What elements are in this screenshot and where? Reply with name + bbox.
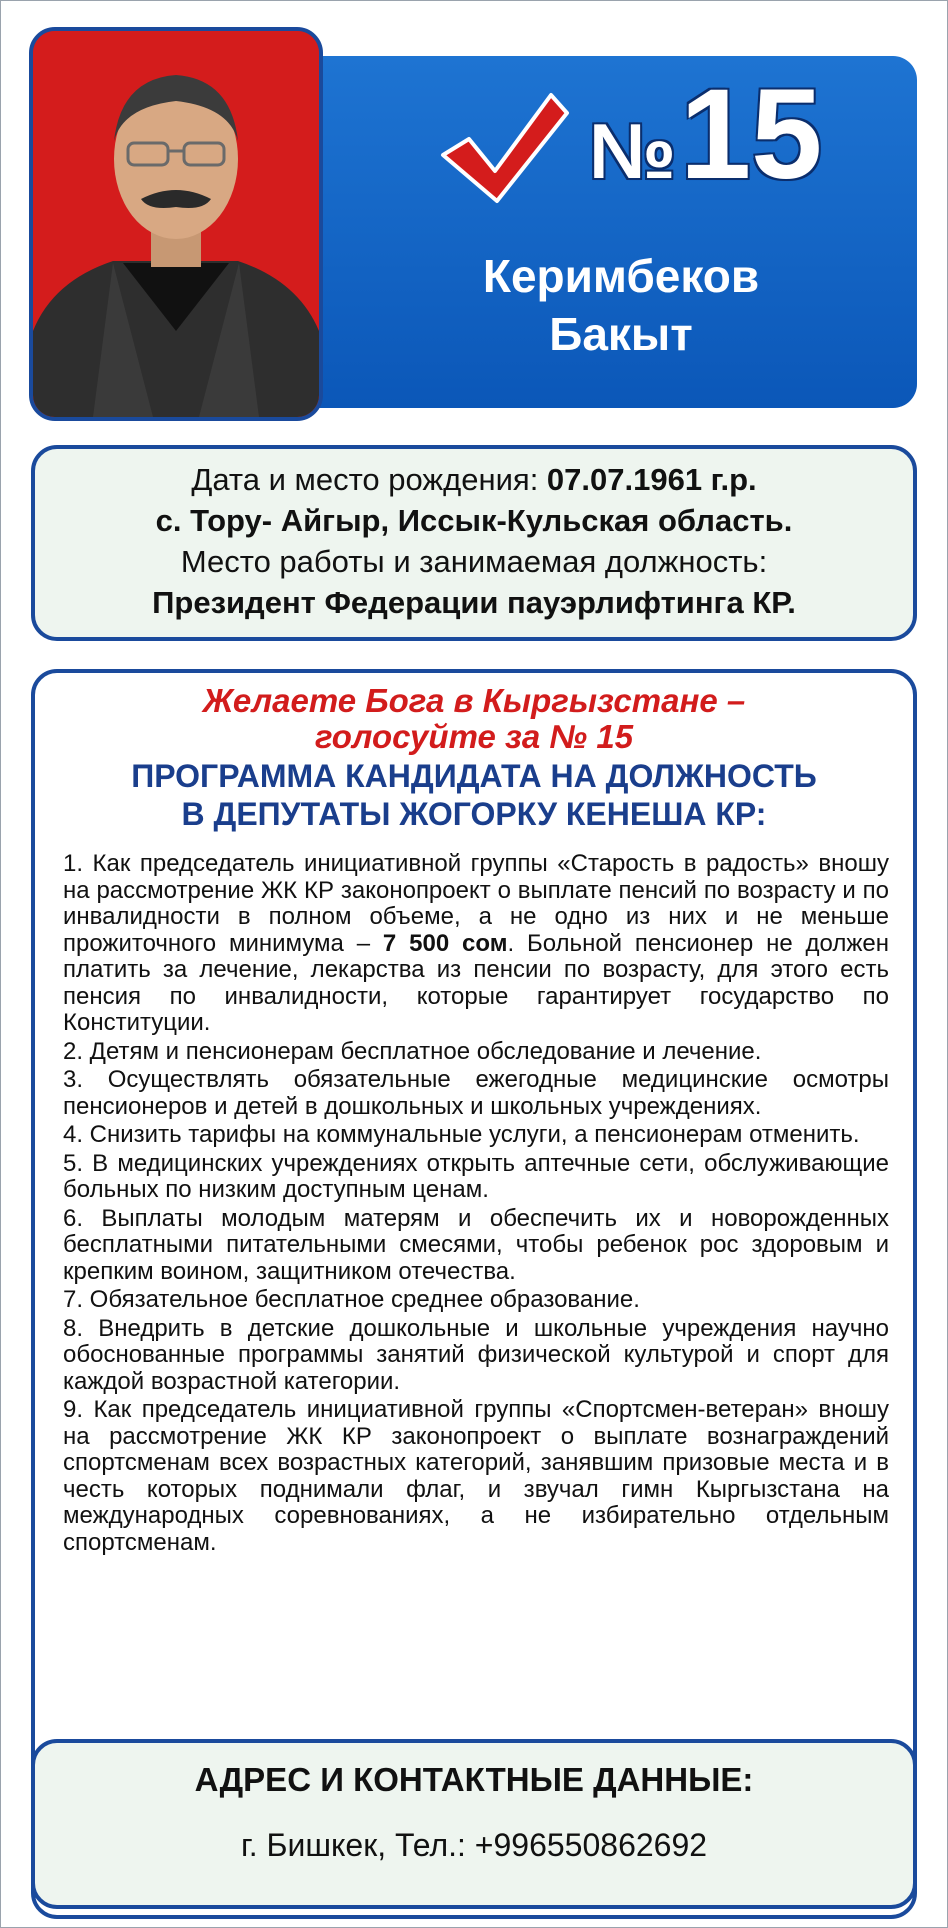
work-value: Президент Федерации пауэрлифтинга КР. — [152, 585, 796, 620]
program-item-1: 1. Как председатель инициативной группы «Старость в радость» вношу на рассмотрение ЖК КР законопроект о выплате пенсий по возрасту и по инвалидности в полном объеме, а не одно из них и не меньше прожиточного минимума – 7 500 сом. Больной пенсионер не должен платить за лечение, лекарства из пенсии по возрасту, для этого есть пенсия по инвалидности, которые гарантирует государство по Конституции. — [63, 850, 890, 1036]
program-title-line-1: ПРОГРАММА КАНДИДАТА НА ДОЛЖНОСТЬ — [131, 758, 817, 794]
work-label: Место работы и занимаемая должность: — [180, 544, 768, 579]
program-title-line-2: В ДЕПУТАТЫ ЖОГОРКУ КЕНЕША КР: — [181, 796, 767, 832]
candidate-surname: Керимбеков — [482, 250, 760, 302]
program-item: 5. В медицинских учреждениях открыть аптечные сети, обслуживающие больных по низким доступным ценам. — [63, 1149, 889, 1203]
candidate-photo — [29, 27, 323, 421]
program-box — [31, 669, 917, 1919]
check-mark-icon — [439, 89, 571, 207]
program-item: 9. Как председатель инициативной группы «Спортсмен-ветеран» вношу на рассмотрение ЖК КР законопроект о выплате вознаграждений спортсменам всех возрастных категорий, занявшим призовые места и в честь которых поднимали флаг, и звучал гимн Кыргызстана на международных соревнованиях, а не избирательно отдельным спортсменам. — [63, 1396, 889, 1556]
program-title — [35, 757, 913, 833]
program-item: 4. Снизить тарифы на коммунальные услуги, а пенсионерам отменить. — [63, 1121, 860, 1148]
number-sign: № — [589, 107, 676, 195]
program-item: 8. Внедрить в детские дошкольные и школьные учреждения научно обоснованные программы занятий физической культурой и спорт для каждой возрастной категории. — [63, 1314, 889, 1395]
slogan-line-2: голосуйте за № 15 — [314, 718, 634, 755]
candidate-number — [589, 63, 823, 211]
contacts-title: АДРЕС И КОНТАКТНЫЕ ДАННЫЕ: — [194, 1761, 754, 1798]
program-list — [63, 851, 889, 1558]
slogan — [35, 683, 913, 755]
birth-date: 07.07.1961 г.р. — [546, 462, 757, 497]
number-value: 15 — [679, 63, 823, 206]
program-item: 3. Осуществлять обязательные ежегодные медицинские осмотры пенсионеров и детей в дошкольных и школьных учреждениях. — [63, 1066, 889, 1120]
program-item: 6. Выплаты молодым матерям и обеспечить их и новорожденных бесплатными питательными смесями, чтобы ребенок рос здоровым и крепким воином, защитником отечества. — [63, 1204, 889, 1285]
birth-line — [35, 459, 913, 500]
slogan-line-1: Желаете Бога в Кыргызстане – — [202, 682, 746, 719]
candidate-first-name: Бакыт — [549, 308, 693, 360]
program-item: 2. Детям и пенсионерам бесплатное обследование и лечение. — [63, 1037, 762, 1065]
candidate-photo-illustration — [33, 31, 319, 417]
candidate-name — [381, 247, 861, 363]
program-item: 7. Обязательное бесплатное среднее образование. — [63, 1286, 640, 1313]
birth-label: Дата и место рождения: — [191, 462, 547, 497]
pension-amount: 7 500 сом — [382, 929, 508, 957]
contacts-box — [31, 1739, 917, 1909]
birth-place: с. Тору- Айгыр, Иссык-Кульская область. — [155, 503, 793, 538]
personal-info-box — [31, 445, 917, 641]
contacts-phone: г. Бишкек, Тел.: +996550862692 — [240, 1827, 708, 1863]
